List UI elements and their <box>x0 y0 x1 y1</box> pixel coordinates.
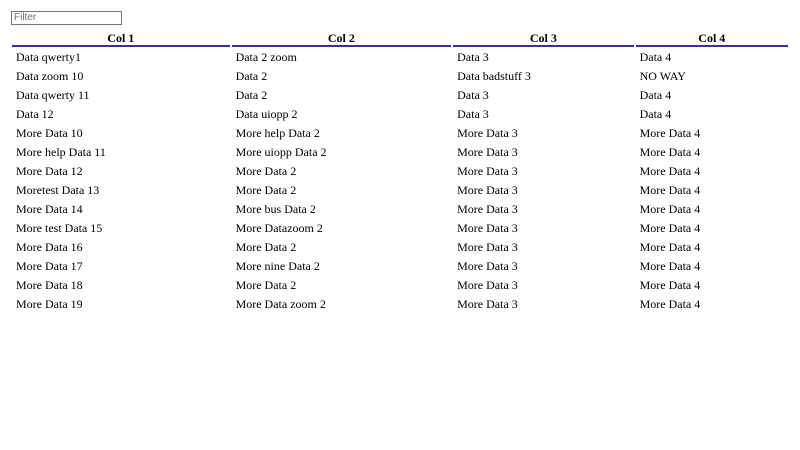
table-cell-col-3: More Data 3 <box>457 240 518 254</box>
table-cell-col-1: More Data 12 <box>16 164 83 178</box>
table-row <box>12 68 788 85</box>
table-cell-col-3: More Data 3 <box>457 145 518 159</box>
table-cell-col-2: More Data 2 <box>235 164 297 178</box>
table-cell-col-1: More Data 19 <box>16 297 83 311</box>
table-cell-col-4: Data 4 <box>639 107 672 121</box>
table-row <box>12 125 788 142</box>
table-cell-col-2: More Data 2 <box>235 183 297 197</box>
table-cell-col-3: More Data 3 <box>457 183 518 197</box>
table-cell-col-2: More nine Data 2 <box>235 259 320 273</box>
table-cell-col-4: More Data 4 <box>639 278 701 292</box>
table-cell-col-1: Data zoom 10 <box>16 69 84 83</box>
table-cell-col-4: More Data 4 <box>639 202 701 216</box>
table-cell-col-4: Data 4 <box>639 88 672 102</box>
table-row <box>12 220 788 237</box>
table-cell-col-1: More Data 10 <box>16 126 83 140</box>
table-cell-col-4: More Data 4 <box>639 259 701 273</box>
table-cell-col-2: More Data zoom 2 <box>235 297 326 311</box>
table-cell-col-2: Data 2 zoom <box>235 50 297 64</box>
table-cell-col-3: Data 3 <box>457 50 489 64</box>
column-header-col-2[interactable]: Col 2 <box>232 31 452 47</box>
table-cell-col-3: More Data 3 <box>457 278 518 292</box>
table-cell-col-4: More Data 4 <box>639 164 701 178</box>
table-header <box>12 31 788 47</box>
table-cell-col-1: More Data 16 <box>16 240 83 254</box>
table-cell-col-4: More Data 4 <box>639 126 701 140</box>
table-row <box>12 182 788 199</box>
table-row <box>12 296 788 313</box>
table-row <box>12 163 788 180</box>
column-header-col-1[interactable]: Col 1 <box>12 31 230 47</box>
table-cell-col-2: More bus Data 2 <box>235 202 316 216</box>
table-cell-col-3: Data 3 <box>457 88 489 102</box>
table-cell-col-3: Data badstuff 3 <box>457 69 531 83</box>
table-body <box>12 49 788 313</box>
table-cell-col-3: More Data 3 <box>457 126 518 140</box>
table-cell-col-1: Data qwerty1 <box>16 50 81 64</box>
table-cell-col-4: More Data 4 <box>639 297 701 311</box>
table-row <box>12 49 788 66</box>
table-cell-col-2: More Data 2 <box>235 278 297 292</box>
table-cell-col-1: More Data 14 <box>16 202 83 216</box>
table-row <box>12 144 788 161</box>
table-row <box>12 106 788 123</box>
table-cell-col-2: Data 2 <box>235 69 268 83</box>
table-cell-col-2: More help Data 2 <box>235 126 320 140</box>
table-cell-col-4: More Data 4 <box>639 240 701 254</box>
table-cell-col-4: Data 4 <box>639 50 672 64</box>
table-cell-col-1: More Data 18 <box>16 278 83 292</box>
table-cell-col-4: NO WAY <box>639 69 686 83</box>
table-cell-col-2: More uiopp Data 2 <box>235 145 327 159</box>
header-row <box>12 31 788 47</box>
table-cell-col-1: Moretest Data 13 <box>16 183 100 197</box>
column-header-col-4[interactable]: Col 4 <box>636 31 788 47</box>
table-row <box>12 201 788 218</box>
table-cell-col-2: Data uiopp 2 <box>235 107 298 121</box>
table-cell-col-3: Data 3 <box>457 107 489 121</box>
table-row <box>12 87 788 104</box>
table-cell-col-3: More Data 3 <box>457 297 518 311</box>
table-cell-col-1: Data qwerty 11 <box>16 88 90 102</box>
table-cell-col-4: More Data 4 <box>639 183 701 197</box>
table-cell-col-4: More Data 4 <box>639 145 701 159</box>
table-row <box>12 277 788 294</box>
table-cell-col-3: More Data 3 <box>457 202 518 216</box>
table-cell-col-3: More Data 3 <box>457 221 518 235</box>
column-header-col-3[interactable]: Col 3 <box>453 31 633 47</box>
table-cell-col-1: Data 12 <box>16 107 54 121</box>
table-cell-col-3: More Data 3 <box>457 164 518 178</box>
filter-input[interactable] <box>11 11 122 25</box>
table-row <box>12 258 788 275</box>
table-cell-col-2: More Data 2 <box>235 240 297 254</box>
table-cell-col-1: More help Data 11 <box>16 145 106 159</box>
table-cell-col-1: More Data 17 <box>16 259 83 273</box>
table-cell-col-4: More Data 4 <box>639 221 701 235</box>
table-cell-col-2: Data 2 <box>235 88 268 102</box>
table-cell-col-2: More Datazoom 2 <box>235 221 323 235</box>
table-row <box>12 239 788 256</box>
table-cell-col-3: More Data 3 <box>457 259 518 273</box>
table-cell-col-1: More test Data 15 <box>16 221 103 235</box>
data-table <box>10 29 790 315</box>
